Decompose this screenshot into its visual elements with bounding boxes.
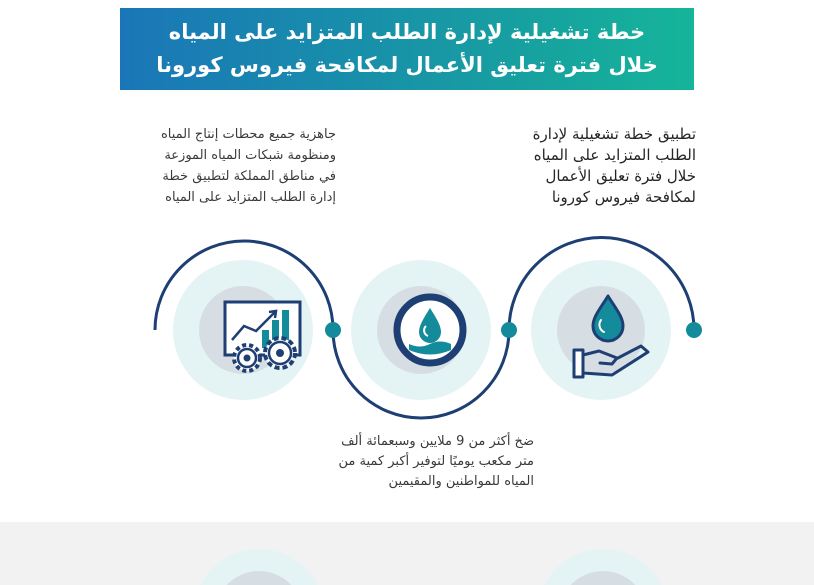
header-title-line2: خلال فترة تعليق الأعمال لمكافحة فيروس كورونا	[156, 53, 658, 77]
step3-line4: إدارة الطلب المتزايد على المياه	[165, 190, 336, 205]
step2-line1: ضخ أكثر من 9 ملايين وسبعمائة ألف	[341, 434, 534, 449]
step3-line2: ومنظومة شبكات المياه الموزعة	[164, 148, 336, 163]
step2-line3: المياه للمواطنين والمقيمين	[388, 474, 534, 489]
end-dot-right	[686, 322, 702, 338]
step1-line1: تطبيق خطة تشغيلية لإدارة	[532, 125, 696, 143]
footer-circle-left	[193, 549, 325, 585]
step3-line3: في مناطق المملكة لتطبيق خطة	[162, 169, 336, 184]
junction-dot-right	[501, 322, 517, 338]
junction-dot-left	[325, 322, 341, 338]
step1-line2: الطلب المتزايد على المياه	[533, 146, 696, 164]
step1-line4: لمكافحة فيروس كورونا	[551, 188, 696, 206]
step3-line1: جاهزية جميع محطات إنتاج المياه	[160, 127, 336, 142]
header-title-line1: خطة تشغيلية لإدارة الطلب المتزايد على المياه	[168, 20, 646, 44]
water-drop-circle-icon	[397, 297, 463, 363]
step2-line2: متر مكعب يوميًا لتوفير أكبر كمية من	[338, 454, 534, 469]
footer-circle-right	[537, 549, 669, 585]
step1-line3: خلال فترة تعليق الأعمال	[545, 167, 696, 185]
